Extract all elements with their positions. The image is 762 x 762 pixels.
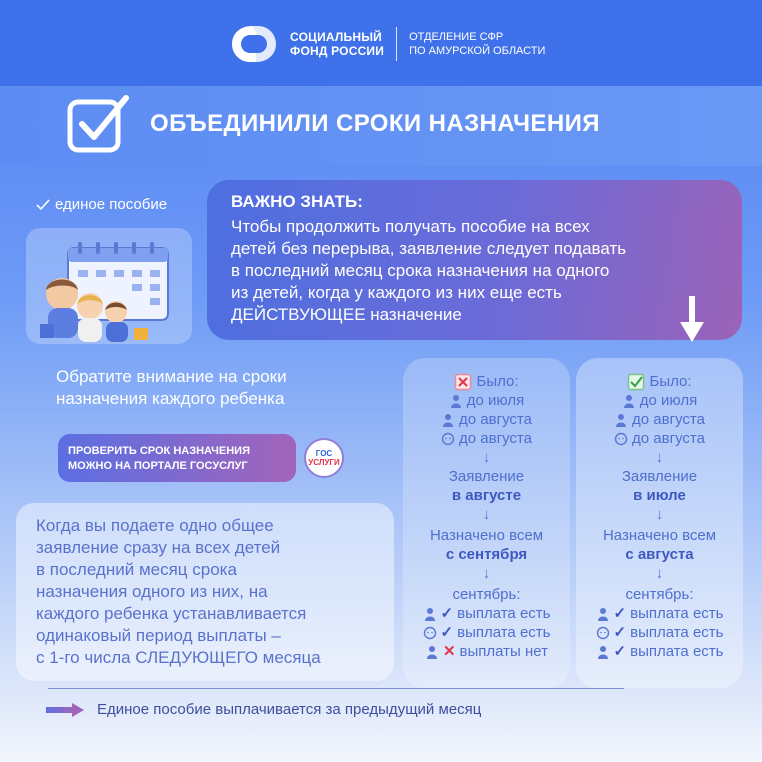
explanation-line: в последний месяц срока	[36, 560, 237, 579]
flow-arrow: ↓	[655, 565, 664, 582]
flow-arrow: ↓	[482, 506, 491, 523]
important-line: детей без перерыва, заявление следует подавать	[231, 239, 627, 258]
org-name	[290, 30, 384, 58]
title-band	[0, 86, 762, 166]
application-value: в августе	[451, 487, 522, 504]
result-text: выплаты нет	[459, 643, 549, 660]
kid-row	[403, 391, 570, 410]
branch-line2: ПО АМУРСКОЙ ОБЛАСТИ	[409, 45, 546, 57]
kid-term: до августа	[632, 430, 705, 447]
unified-benefit-tag	[36, 196, 167, 213]
child-icon	[614, 413, 628, 427]
logo-divider	[396, 27, 397, 61]
application-value: в июле	[633, 487, 686, 504]
child-icon	[596, 607, 610, 621]
check-button-line1: ПРОВЕРИТЬ СРОК НАЗНАЧЕНИЯ	[68, 445, 250, 457]
branch-line1: ОТДЕЛЕНИЕ СФР	[409, 31, 504, 43]
unified-benefit-label: единое пособие	[55, 196, 168, 213]
gosuslugi-logo-line2: УСЛУГИ	[308, 458, 340, 467]
kid-term: до августа	[459, 430, 532, 447]
branch-name	[409, 30, 545, 58]
attention-note	[56, 366, 287, 410]
application-label: Заявление	[448, 468, 525, 485]
flow-arrow: ↓	[482, 565, 491, 582]
checkbox-checked-icon	[66, 92, 132, 154]
result-text: выплата есть	[630, 605, 724, 622]
explanation-panel	[16, 503, 394, 681]
kid-term: до августа	[459, 411, 532, 428]
check-term-gosuslugi-button[interactable]	[58, 434, 296, 482]
child-icon	[449, 394, 463, 408]
assigned-value: с сентября	[445, 546, 528, 563]
check-button-line2: МОЖНО НА ПОРТАЛЕ ГОСУСЛУГ	[68, 460, 248, 472]
footer-note: Единое пособие выплачивается за предыдущий месяц	[97, 701, 482, 718]
divider	[48, 688, 624, 689]
important-line: из детей, когда у каждого из них еще есть	[231, 283, 562, 302]
explanation-line: каждого ребенка устанавливается	[36, 604, 307, 623]
explanation-line: с 1-го числа СЛЕДУЮЩЕГО месяца	[36, 648, 321, 667]
arrow-down-icon	[678, 296, 706, 344]
kid-term: до июля	[639, 392, 698, 409]
sfr-logo	[228, 22, 545, 66]
child-icon	[425, 645, 439, 659]
sfr-logo-icon	[228, 22, 280, 66]
important-body	[231, 216, 722, 326]
result-row	[576, 604, 743, 623]
flow-arrow: ↓	[655, 506, 664, 523]
check-mark-icon: ✓	[613, 624, 627, 641]
gosuslugi-logo[interactable]	[304, 438, 344, 478]
calendar-children-icon	[26, 228, 192, 344]
flow-arrow: ↓	[482, 449, 491, 466]
checkbox-check-icon	[627, 373, 645, 391]
child-icon	[423, 607, 437, 621]
check-mark-icon: ✓	[613, 643, 627, 660]
important-line: Чтобы продолжить получать пособие на всех	[231, 217, 590, 236]
family-illustration	[26, 228, 192, 344]
result-row	[403, 642, 570, 661]
explanation-line: одинаковый период выплаты –	[36, 626, 281, 645]
check-mark-icon: ✓	[613, 605, 627, 622]
flow-arrow: ↓	[655, 449, 664, 466]
month-label: сентябрь:	[452, 586, 521, 603]
was-row	[403, 372, 570, 391]
page-title: ОБЪЕДИНИЛИ СРОКИ НАЗНАЧЕНИЯ	[150, 110, 600, 137]
attention-note-line: Обратите внимание на сроки	[56, 367, 287, 386]
application-label: Заявление	[621, 468, 698, 485]
explanation-line: заявление сразу на всех детей	[36, 538, 281, 557]
baby-icon	[596, 626, 610, 640]
kid-row	[576, 410, 743, 429]
kid-row	[403, 429, 570, 448]
check-mark-icon: ✓	[440, 624, 454, 641]
important-line: в последний месяц срока назначения на одного	[231, 261, 610, 280]
kid-term: до августа	[632, 411, 705, 428]
baby-icon	[441, 432, 455, 446]
org-name-line1: СОЦИАЛЬНЫЙ	[290, 30, 382, 44]
assigned-label: Назначено всем	[602, 527, 717, 544]
result-text: выплата есть	[630, 624, 724, 641]
result-text: выплата есть	[457, 624, 551, 641]
result-row	[403, 623, 570, 642]
was-row	[576, 372, 743, 391]
result-row	[403, 604, 570, 623]
was-label: Было:	[649, 373, 692, 390]
explanation-line: Когда вы подаете одно общее	[36, 516, 274, 535]
scenario-column-wrong	[403, 358, 570, 688]
org-name-line2: ФОНД РОССИИ	[290, 44, 385, 58]
important-heading: ВАЖНО ЗНАТЬ:	[231, 192, 363, 211]
child-icon	[622, 394, 636, 408]
baby-icon	[423, 626, 437, 640]
check-icon	[36, 199, 50, 211]
was-label: Было:	[476, 373, 519, 390]
kid-row	[576, 391, 743, 410]
month-label: сентябрь:	[625, 586, 694, 603]
kid-term: до июля	[466, 392, 525, 409]
attention-note-line: назначения каждого ребенка	[56, 389, 285, 408]
scenario-column-correct	[576, 358, 743, 688]
kid-row	[576, 429, 743, 448]
result-row	[576, 623, 743, 642]
child-icon	[596, 645, 610, 659]
baby-icon	[614, 432, 628, 446]
result-row	[576, 642, 743, 661]
result-text: выплата есть	[630, 643, 724, 660]
checkbox-cross-icon	[454, 373, 472, 391]
result-text: выплата есть	[457, 605, 551, 622]
child-icon	[441, 413, 455, 427]
check-mark-icon: ✓	[440, 605, 454, 622]
arrow-right-icon	[46, 703, 84, 717]
kid-row	[403, 410, 570, 429]
important-info-panel	[207, 180, 742, 340]
explanation-line: назначения одного из них, на	[36, 582, 268, 601]
important-line: ДЕЙСТВУЮЩЕЕ назначение	[231, 305, 462, 324]
assigned-label: Назначено всем	[429, 527, 544, 544]
cross-mark-icon: ✕	[442, 643, 456, 660]
gosuslugi-logo-line1: ГОС	[315, 449, 333, 458]
assigned-value: с августа	[625, 546, 694, 563]
